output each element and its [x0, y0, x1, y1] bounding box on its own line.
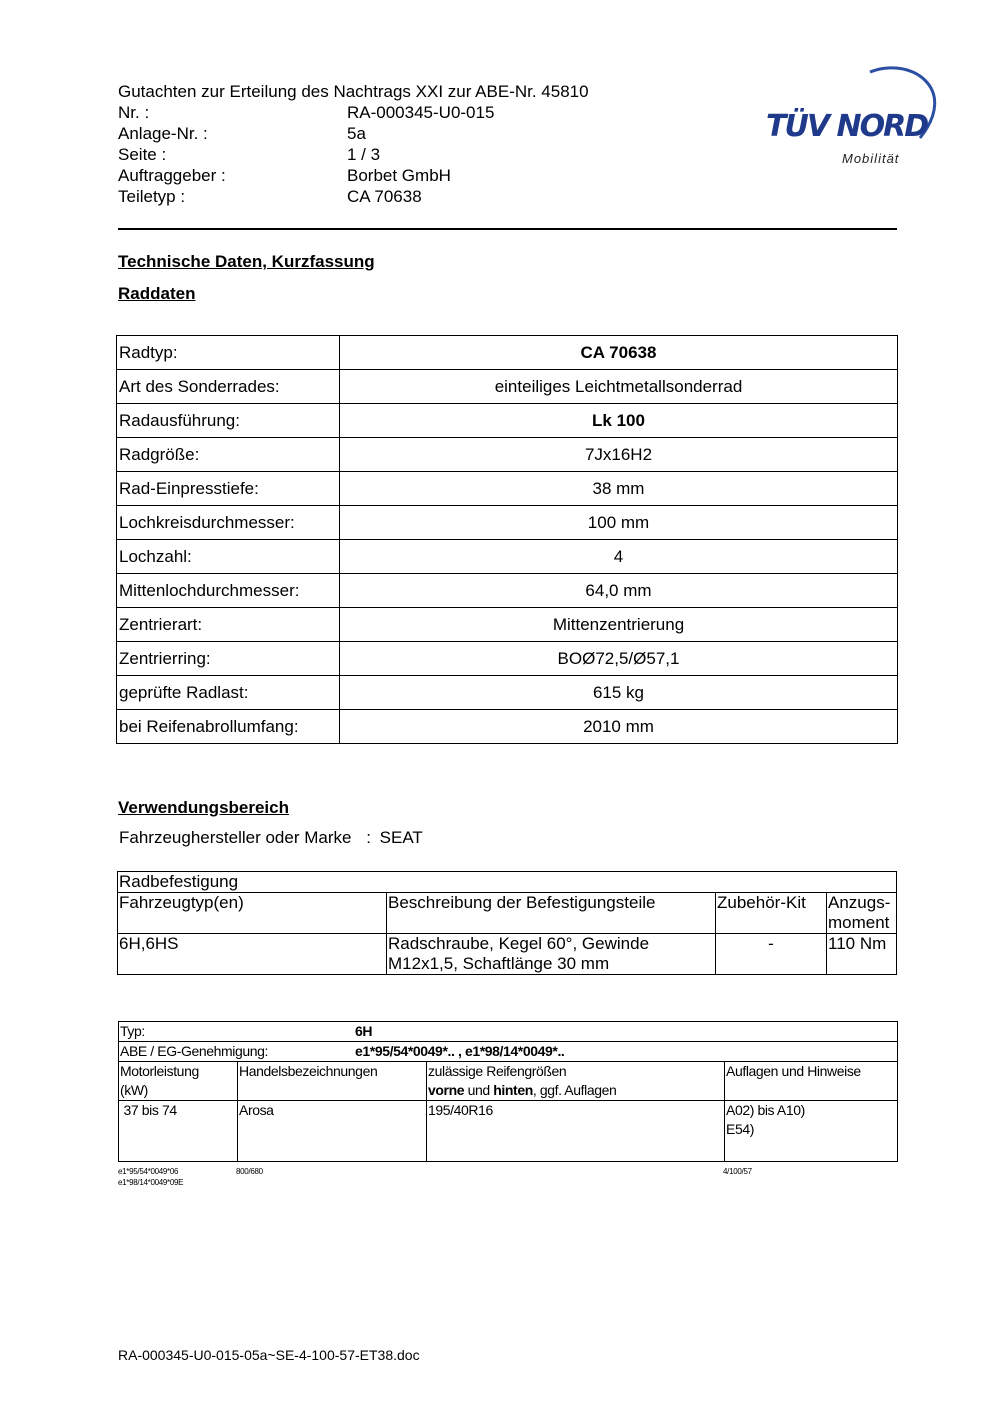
raddaten-row	[117, 676, 898, 710]
raddaten-label: Mittenlochdurchmesser:	[117, 574, 340, 608]
raddaten-label: Radtyp:	[117, 336, 340, 370]
header-field-value: CA 70638	[347, 187, 422, 206]
raddaten-label: Zentrierring:	[117, 642, 340, 676]
befestigung-title: Radbefestigung	[118, 872, 897, 893]
raddaten-value: Lk 100	[340, 404, 898, 438]
header-field-value: 5a	[347, 124, 366, 143]
typ-header-motor: Motorleistung (kW)	[119, 1062, 238, 1101]
raddaten-row	[117, 506, 898, 540]
tuv-nord-logo	[760, 58, 950, 173]
raddaten-row	[117, 608, 898, 642]
note-abe-1: e1*95/54*0049*06	[118, 1167, 179, 1176]
reifen-header-line1: zulässige Reifengrößen	[428, 1063, 567, 1079]
typ-row	[119, 1022, 898, 1042]
reifen-header-und: und	[464, 1082, 494, 1098]
raddaten-label: Art des Sonderrades:	[117, 370, 340, 404]
header-field-label: Seite :	[118, 145, 167, 164]
typ-header-auflagen: Auflagen und Hinweise	[725, 1062, 898, 1101]
befestigung-header-moment: Anzugs- moment	[827, 893, 897, 934]
raddaten-row	[117, 710, 898, 744]
raddaten-label: bei Reifenabrollumfang:	[117, 710, 340, 744]
typ-header-handel: Handelsbezeichnungen	[238, 1062, 427, 1101]
befestigung-header-typ: Fahrzeugtyp(en)	[118, 893, 387, 934]
abe-label: ABE / EG-Genehmigung:	[120, 1043, 269, 1059]
note-auflagen: 4/100/57	[723, 1167, 752, 1176]
typ-cell-auflagen: A02) bis A10) E54)	[725, 1101, 898, 1162]
usage-label: Fahrzeughersteller oder Marke	[119, 828, 352, 847]
befestigung-header-beschreibung: Beschreibung der Befestigungsteile	[387, 893, 716, 934]
raddaten-row	[117, 642, 898, 676]
raddaten-row	[117, 404, 898, 438]
typ-cell-handel: Arosa	[238, 1101, 427, 1162]
befestigung-cell-kit: -	[716, 934, 827, 975]
typ-cell-motor: 37 bis 74	[119, 1101, 238, 1162]
raddaten-value: 100 mm	[340, 506, 898, 540]
raddaten-row	[117, 540, 898, 574]
header-field-label: Nr. :	[118, 103, 150, 122]
raddaten-value: BOØ72,5/Ø57,1	[340, 642, 898, 676]
raddaten-value: 38 mm	[340, 472, 898, 506]
befestigung-cell-typ: 6H,6HS	[118, 934, 387, 975]
raddaten-label: Radausführung:	[117, 404, 340, 438]
raddaten-value: 615 kg	[340, 676, 898, 710]
note-handel: 800/680	[236, 1167, 263, 1176]
header-field-value: RA-000345-U0-015	[347, 103, 495, 122]
raddaten-value: CA 70638	[340, 336, 898, 370]
usage-line	[119, 828, 423, 848]
usage-value: SEAT	[379, 828, 423, 847]
header-field-label: Teiletyp :	[118, 187, 186, 206]
document-title: Gutachten zur Erteilung des Nachtrags XXI zur ABE-Nr. 45810	[118, 82, 589, 101]
raddaten-label: Lochzahl:	[117, 540, 340, 574]
reifen-header-vorne: vorne	[428, 1082, 465, 1098]
raddaten-label: Rad-Einpresstiefe:	[117, 472, 340, 506]
typ-header-reifen	[427, 1062, 725, 1101]
reifen-header-rest: , ggf. Auflagen	[532, 1082, 617, 1098]
reifen-header-hinten: hinten	[493, 1082, 533, 1098]
raddaten-value: 7Jx16H2	[340, 438, 898, 472]
section-technische-daten: Technische Daten, Kurzfassung	[118, 252, 375, 271]
raddaten-value: 4	[340, 540, 898, 574]
raddaten-label: Lochkreisdurchmesser:	[117, 506, 340, 540]
typ-cell-reifen: 195/40R16	[427, 1101, 725, 1162]
typ-label: Typ:	[120, 1023, 145, 1039]
typ-table	[118, 1021, 898, 1162]
raddaten-label: Radgröße:	[117, 438, 340, 472]
raddaten-value: Mittenzentrierung	[340, 608, 898, 642]
befestigung-cell-moment: 110 Nm	[827, 934, 897, 975]
note-abe-2: e1*98/14*0049*09E	[118, 1178, 184, 1187]
befestigung-table	[117, 871, 897, 975]
header-field-label: Auftraggeber :	[118, 166, 226, 185]
section-raddaten: Raddaten	[118, 284, 196, 303]
header-divider	[118, 228, 897, 230]
befestigung-header-kit: Zubehör-Kit	[716, 893, 827, 934]
raddaten-table	[116, 335, 898, 744]
typ-value: 6H	[355, 1023, 373, 1039]
raddaten-label: Zentrierart:	[117, 608, 340, 642]
raddaten-row	[117, 574, 898, 608]
befestigung-cell-beschreibung: Radschraube, Kegel 60°, Gewinde M12x1,5, Schaftlänge 30 mm	[387, 934, 716, 975]
abe-row	[119, 1042, 898, 1062]
raddaten-value: 64,0 mm	[340, 574, 898, 608]
raddaten-row	[117, 438, 898, 472]
usage-separator: :	[366, 828, 371, 847]
raddaten-row	[117, 336, 898, 370]
logo-brand-text: TÜV NORD	[766, 109, 928, 144]
raddaten-value: einteiliges Leichtmetallsonderrad	[340, 370, 898, 404]
header-field-label: Anlage-Nr. :	[118, 124, 208, 143]
section-verwendungsbereich: Verwendungsbereich	[118, 798, 289, 817]
header-field-value: Borbet GmbH	[347, 166, 451, 185]
logo-sub-text: Mobilität	[842, 151, 900, 166]
header-field-value: 1 / 3	[347, 145, 381, 164]
raddaten-row	[117, 370, 898, 404]
footer-filename: RA-000345-U0-015-05a~SE-4-100-57-ET38.doc	[118, 1347, 420, 1363]
raddaten-value: 2010 mm	[340, 710, 898, 744]
raddaten-row	[117, 472, 898, 506]
abe-value: e1*95/54*0049*.. , e1*98/14*0049*..	[355, 1043, 565, 1059]
raddaten-label: geprüfte Radlast:	[117, 676, 340, 710]
